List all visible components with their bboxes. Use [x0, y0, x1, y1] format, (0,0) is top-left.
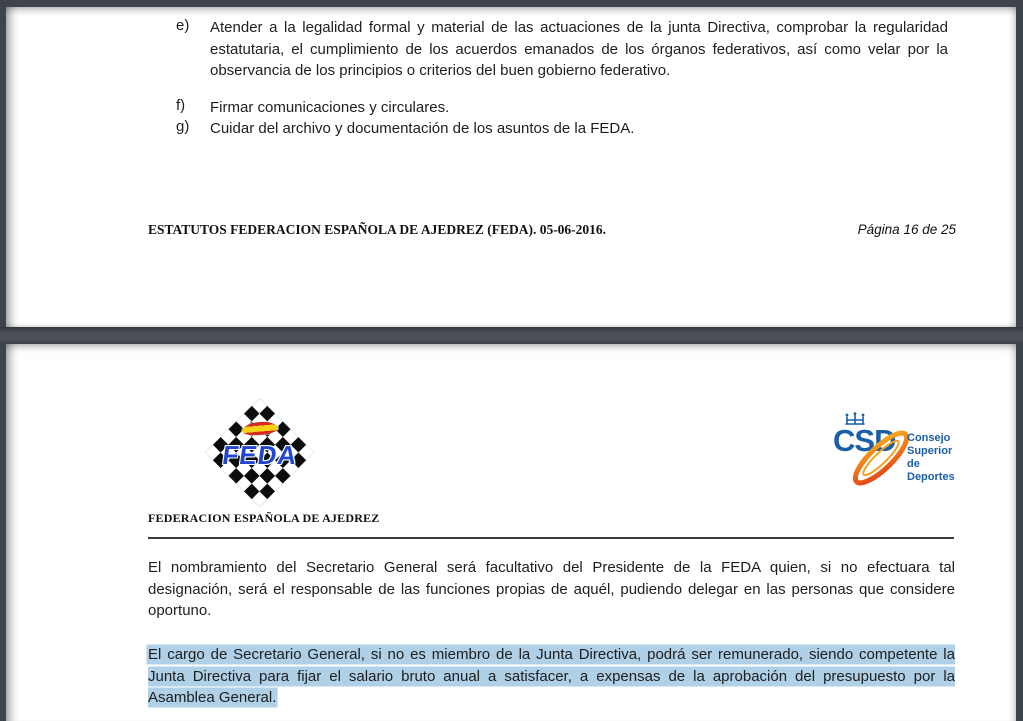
- selection-highlight[interactable]: El cargo de Secretario General, si no es miembro de la Junta Directiva, podrá ser remunerado, siendo competente la Junta Directiva para fijar el salario bruto anual a satisfacer, a expensas de la aprobación del presupuesto por la Asamblea General.: [148, 646, 955, 706]
- page-2: [6, 344, 1016, 721]
- header-rule: [148, 537, 954, 539]
- csd-label: Consejo Superior de Deportes: [907, 432, 955, 483]
- paragraph-cargo[interactable]: [148, 644, 955, 709]
- csd-acronym: CSD: [833, 423, 896, 458]
- item-text[interactable]: Cuidar del archivo y documentación de los asuntos de la FEDA.: [210, 120, 635, 137]
- item-text[interactable]: Firmar comunicaciones y circulares.: [210, 99, 450, 116]
- footer-document-title[interactable]: ESTATUTOS FEDERACION ESPAÑOLA DE AJEDREZ (FEDA). 05-06-2016.: [148, 222, 607, 237]
- paragraph-nombramiento[interactable]: El nombramiento del Secretario General será facultativo del Presidente de la FEDA quien, si no efectuara tal designación, será el responsable de las funciones propias de aquél, pudiendo delegar en las personas que considere oportuno.: [148, 559, 955, 619]
- item-marker: e): [176, 17, 190, 34]
- page-separator: [0, 327, 1023, 344]
- item-text[interactable]: Atender a la legalidad formal y material de las actuaciones de la junta Directiva, comprobar la regularidad estatutaria, el cumplimiento de los acuerdos emanados de los órganos federativos, así como velar por la observancia de los principios o criterios del buen gobierno federativo.: [210, 19, 948, 79]
- feda-logo-text: FEDA: [220, 440, 300, 470]
- page-1: [6, 7, 1016, 327]
- item-marker: f): [176, 97, 186, 114]
- item-marker: g): [176, 118, 190, 135]
- csd-logo: [829, 412, 964, 494]
- page-footer: [148, 222, 956, 238]
- feda-logo: [205, 398, 315, 508]
- org-name-heading[interactable]: FEDERACION ESPAÑOLA DE AJEDREZ: [148, 511, 380, 525]
- footer-page-number[interactable]: Página 16 de 25: [857, 222, 956, 237]
